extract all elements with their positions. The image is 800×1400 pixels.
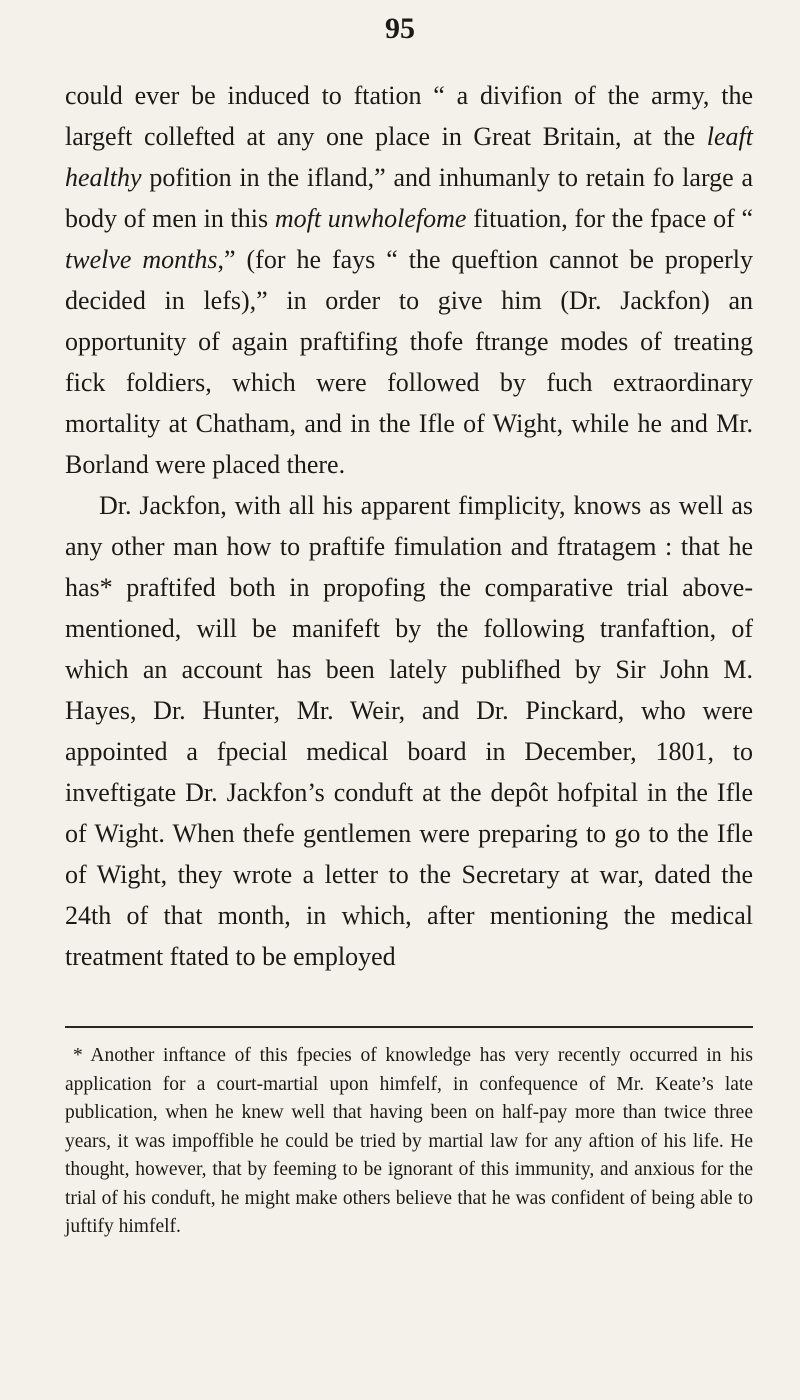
footnote-text: * Another inftance of this fpecies of knowledge has very recently occurred in his application for a court-martial upon himfelf, in confequence of Mr. Keate’s late publication, when he knew well that having been on half-pay more than twice three years, it was impoffible he could be tried by martial law for any aftion of his life. He thought, however, that by feeming to be ignorant of this immunity, and anxious for the trial of his conduft, he might make others believe that he was confident of being able to juftify himfelf.: [65, 1045, 753, 1237]
paragraph: [65, 75, 753, 485]
footnote: [65, 1042, 753, 1242]
italic-run: moft unwholefome: [274, 204, 467, 233]
paragraph: [65, 485, 753, 977]
italic-run: leaft healthy: [65, 122, 753, 192]
main-text: [65, 75, 753, 977]
page-number: 95: [385, 12, 415, 45]
italic-run: twelve months: [65, 245, 218, 274]
text-run: pofition in the ifland,” and inhumanly to retain fo large a body of men in this: [65, 163, 753, 233]
text-run: could ever be induced to ftation “ a divifion of the army, the largeft collefted at any one place in Great Britain, at the: [65, 81, 753, 151]
text-run: fituation, for the fpace of “: [466, 204, 753, 233]
text-run: Dr. Jackfon, with all his apparent fimplicity, knows as well as any other man how to praftife fimulation and ftratagem : that he has* praftifed both in propofing the comparative trial above-mentioned, will be manifeft by the following tranfaftion, of which an account has been lately publifhed by Sir John M. Hayes, Dr. Hunter, Mr. Weir, and Dr. Pinckard, who were appointed a fpecial medical board in December, 1801, to inveftigate Dr. Jackfon’s conduft at the depôt hofpital in the Ifle of Wight. When thefe gentlemen were preparing to go to the Ifle of Wight, they wrote a letter to the Secretary at war, dated the 24th of that month, in which, after mentioning the medical treatment ftated to be employed: [65, 491, 753, 971]
text-run: ,” (for he fays “ the queftion cannot be properly decided in lefs),” in order to give him (Dr. Jackfon) an opportunity of again praftifing thofe ftrange modes of treating fick foldiers, which were followed by fuch extraordinary mortality at Chatham, and in the Ifle of Wight, while he and Mr. Borland were placed there.: [65, 245, 753, 479]
footnote-divider: [65, 1026, 753, 1028]
